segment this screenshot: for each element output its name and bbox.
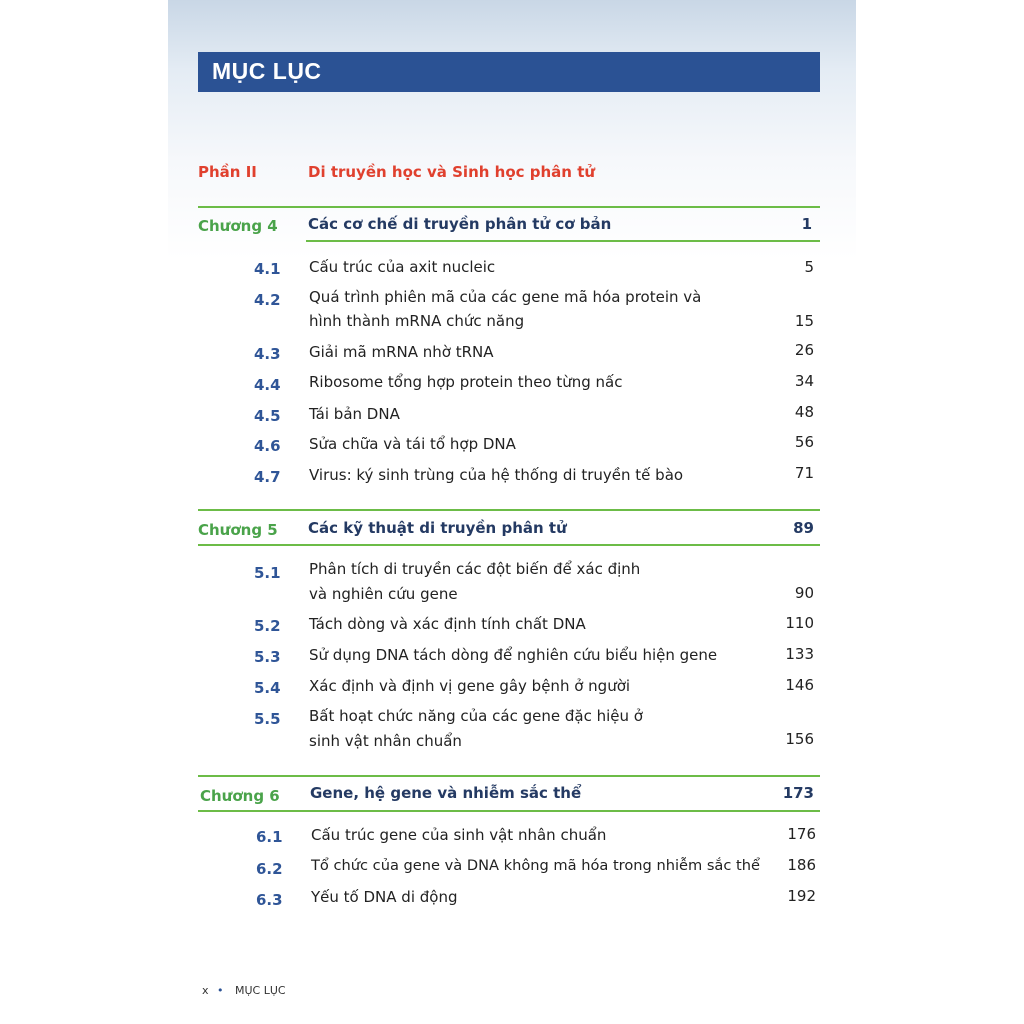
section-page: 192 <box>787 887 816 905</box>
section-title: Xác định và định vị gene gây bệnh ở người <box>309 677 631 695</box>
section-title: Ribosome tổng hợp protein theo từng nấc <box>309 373 623 391</box>
section-title-continued: hình thành mRNA chức năng <box>309 312 525 330</box>
section-title: Tách dòng và xác định tính chất DNA <box>309 615 586 633</box>
section-number: 5.1 <box>254 564 281 582</box>
section-title: Cấu trúc của axit nucleic <box>309 258 496 276</box>
footer-running-title: MỤC LỤC <box>235 984 286 997</box>
footer-page-number: x <box>202 984 209 997</box>
section-number: 5.4 <box>254 679 281 697</box>
chapter-label: Chương 6 <box>200 787 280 805</box>
section-number: 4.6 <box>254 437 281 455</box>
section-title: Phân tích di truyền các đột biến để xác định <box>309 560 641 578</box>
section-page: 5 <box>804 258 814 276</box>
section-number: 5.5 <box>254 710 281 728</box>
section-title: Cấu trúc gene của sinh vật nhân chuẩn <box>311 826 607 844</box>
section-title: Tổ chức của gene và DNA không mã hóa trong nhiễm sắc thể <box>311 857 760 874</box>
page-title: MỤC LỤC <box>212 58 322 84</box>
section-number: 6.1 <box>256 828 283 846</box>
chapter-rule-top <box>198 775 820 777</box>
section-number: 4.3 <box>254 345 281 363</box>
section-page: 146 <box>785 676 814 694</box>
chapter-rule-bottom <box>306 240 820 242</box>
section-page: 156 <box>785 730 814 748</box>
part-label: Phần II <box>198 163 257 181</box>
section-page: 71 <box>794 464 814 482</box>
section-number: 4.1 <box>254 260 281 278</box>
section-number: 4.4 <box>254 376 281 394</box>
section-title: Virus: ký sinh trùng của hệ thống di truyền tế bào <box>309 466 684 484</box>
chapter-rule-top <box>198 509 820 511</box>
section-title: Bất hoạt chức năng của các gene đặc hiệu ở <box>309 707 643 725</box>
section-title-continued: sinh vật nhân chuẩn <box>309 732 462 750</box>
section-title: Quá trình phiên mã của các gene mã hóa protein và <box>309 288 702 306</box>
chapter-page: 1 <box>801 215 812 233</box>
chapter-rule-top <box>198 206 820 208</box>
section-page: 110 <box>785 614 814 632</box>
section-page: 34 <box>794 372 814 390</box>
section-title: Sửa chữa và tái tổ hợp DNA <box>309 435 516 453</box>
section-page: 15 <box>794 312 814 330</box>
chapter-rule-bottom <box>198 544 820 546</box>
section-page: 90 <box>794 584 814 602</box>
chapter-title: Các kỹ thuật di truyền phân tử <box>308 519 567 537</box>
section-page: 176 <box>787 825 816 843</box>
section-number: 4.7 <box>254 468 281 486</box>
chapter-page: 89 <box>793 519 814 537</box>
section-title: Yếu tố DNA di động <box>311 888 458 906</box>
section-number: 4.5 <box>254 407 281 425</box>
section-title: Giải mã mRNA nhờ tRNA <box>309 343 494 361</box>
section-number: 4.2 <box>254 291 281 309</box>
chapter-page: 173 <box>782 784 814 802</box>
section-number: 6.3 <box>256 891 283 909</box>
footer-separator: • <box>217 984 224 997</box>
chapter-title: Các cơ chế di truyền phân tử cơ bản <box>308 215 612 233</box>
section-number: 5.3 <box>254 648 281 666</box>
section-title-continued: và nghiên cứu gene <box>309 585 458 603</box>
toc-header-banner <box>198 52 820 92</box>
section-title: Tái bản DNA <box>309 405 400 423</box>
section-page: 26 <box>794 341 814 359</box>
section-page: 56 <box>794 433 814 451</box>
chapter-title: Gene, hệ gene và nhiễm sắc thể <box>310 784 582 802</box>
chapter-rule-bottom <box>198 810 820 812</box>
section-page: 48 <box>794 403 814 421</box>
section-title: Sử dụng DNA tách dòng để nghiên cứu biểu hiện gene <box>309 646 718 664</box>
section-number: 5.2 <box>254 617 281 635</box>
chapter-label: Chương 5 <box>198 521 278 539</box>
section-number: 6.2 <box>256 860 283 878</box>
chapter-label: Chương 4 <box>198 217 278 235</box>
section-page: 133 <box>785 645 814 663</box>
section-page: 186 <box>787 856 816 874</box>
part-title: Di truyền học và Sinh học phân tử <box>308 163 596 181</box>
